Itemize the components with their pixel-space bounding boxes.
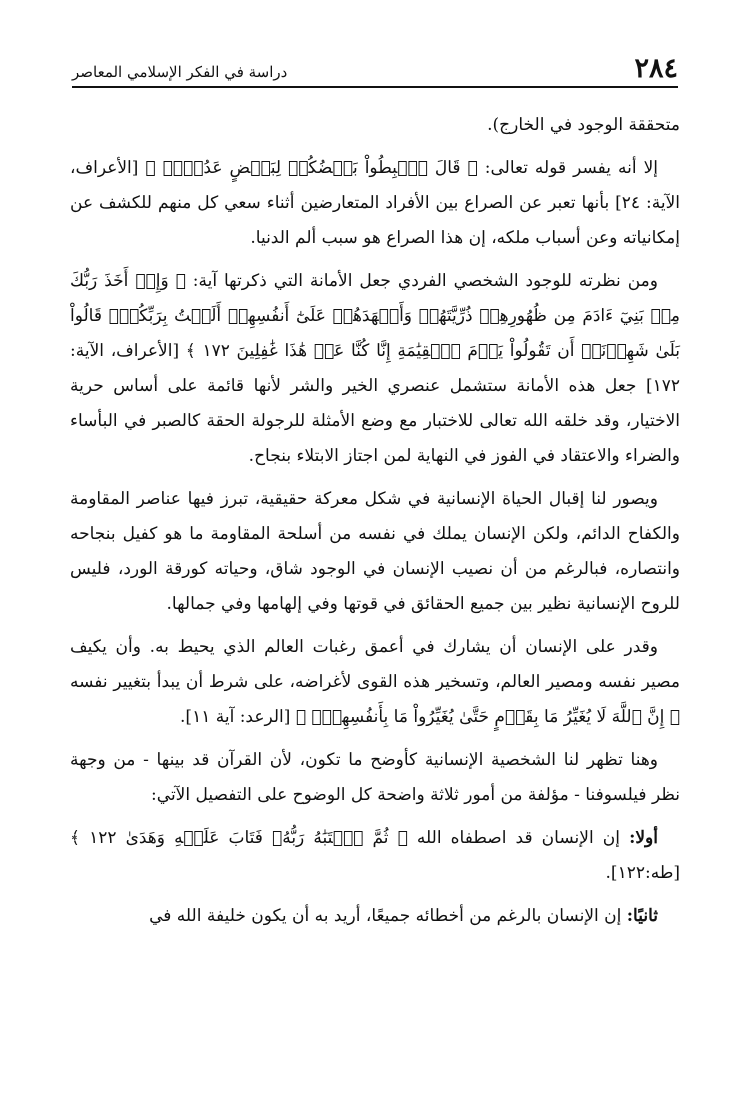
paragraph-first-point: [70, 821, 680, 891]
first-point-text: إن الإنسان قد اصطفاه الله ﴿ ثُمَّ ٱجۡتَبَٰهُ رَبُّهُۥ فَتَابَ عَلَيۡهِ وَهَدَىٰ ١٢٢ ﴾ [طه:١٢٢].: [70, 828, 680, 883]
page-body: [70, 108, 680, 942]
paragraph-second-point: [70, 899, 680, 934]
paragraph-conflict: إلا أنه يفسر قوله تعالى: ﴿ قَالَ ٱهۡبِطُواْ بَعۡضُكُمۡ لِبَعۡضٍ عَدُوٌّۖ ﴾ [الأعراف، الآية: ٢٤] بأنها تعبر عن الصراع بين الأفراد المتعارضين أثناء سعي كل منهم للكشف عن إمكانياته وعن أسباب ملكه، إن هذا الصراع هو سبب ألم الدنيا.: [70, 158, 680, 248]
first-point-label: أولا:: [629, 828, 658, 848]
paragraph-destiny: وقدر على الإنسان أن يشارك في أعمق رغبات العالم الذي يحيط به. وأن يكيف مصير نفسه ومصير العالم، وتسخير هذه القوى لأغراضه، على شرط أن يبدأ بتغيير نفسه ﴿ إِنَّ ٱللَّهَ لَا يُغَيِّرُ مَا بِقَوۡمٍ حَتَّىٰ يُغَيِّرُواْ مَا بِأَنفُسِهِمۡۗ ﴾ [الرعد: آية ١١].: [70, 637, 680, 727]
paragraph-struggle: ويصور لنا إقبال الحياة الإنسانية في شكل معركة حقيقية، تبرز فيها عناصر المقاومة والكفاح الدائم، ولكن الإنسان يملك في نفسه من أسلحة المقاومة ما هو كفيل بنجاحه وانتصاره، فبالرغم من أن نصيب الإنسان في الوجود شاق، وحياته كورقة الورد، فليس للروح الإنسانية نظير بين جميع الحقائق في قوتها وفي إلهامها وفي جمالها.: [70, 489, 680, 614]
running-title: دراسة في الفكر الإسلامي المعاصر: [72, 63, 288, 81]
page-number: ٢٨٤: [634, 53, 678, 84]
paragraph-continuation: متحققة الوجود في الخارج).: [487, 115, 680, 135]
running-header: [72, 50, 678, 88]
second-point-text: إن الإنسان بالرغم من أخطائه جميعًا، أريد به أن يكون خليفة الله في: [149, 906, 627, 926]
paragraph-trust: ومن نظرته للوجود الشخصي الفردي جعل الأمانة التي ذكرتها آية: ﴿ وَإِذۡ أَخَذَ رَبُّكَ مِنۢ بَنِيٓ ءَادَمَ مِن ظُهُورِهِمۡ ذُرِّيَّتَهُمۡ وَأَشۡهَدَهُمۡ عَلَىٰٓ أَنفُسِهِمۡ أَلَسۡتُ بِرَبِّكُمۡۖ قَالُواْ بَلَىٰ شَهِدۡنَآۚ أَن تَقُولُواْ يَوۡمَ ٱلۡقِيَٰمَةِ إِنَّا كُنَّا عَنۡ هَٰذَا غَٰفِلِينَ ١٧٢ ﴾ [الأعراف، الآية: ١٧٢] جعل هذه الأمانة ستشمل عنصري الخير والشر لأنها قائمة على أساس حرية الاختيار، وقد خلقه الله تعالى للاختبار مع وضع الأمثلة للرجولة الحقة كالصبر في البأساء والضراء والاعتقاد في الفوز في النهاية لمن اجتاز الابتلاء بنجاح.: [70, 271, 680, 466]
paragraph-personality: وهنا تظهر لنا الشخصية الإنسانية كأوضح ما تكون، لأن القرآن قد بينها - من وجهة نظر فيلسوفنا - مؤلفة من أمور ثلاثة واضحة كل الوضوح على التفصيل الآتي:: [70, 750, 680, 805]
second-point-label: ثانيًا:: [626, 906, 658, 926]
